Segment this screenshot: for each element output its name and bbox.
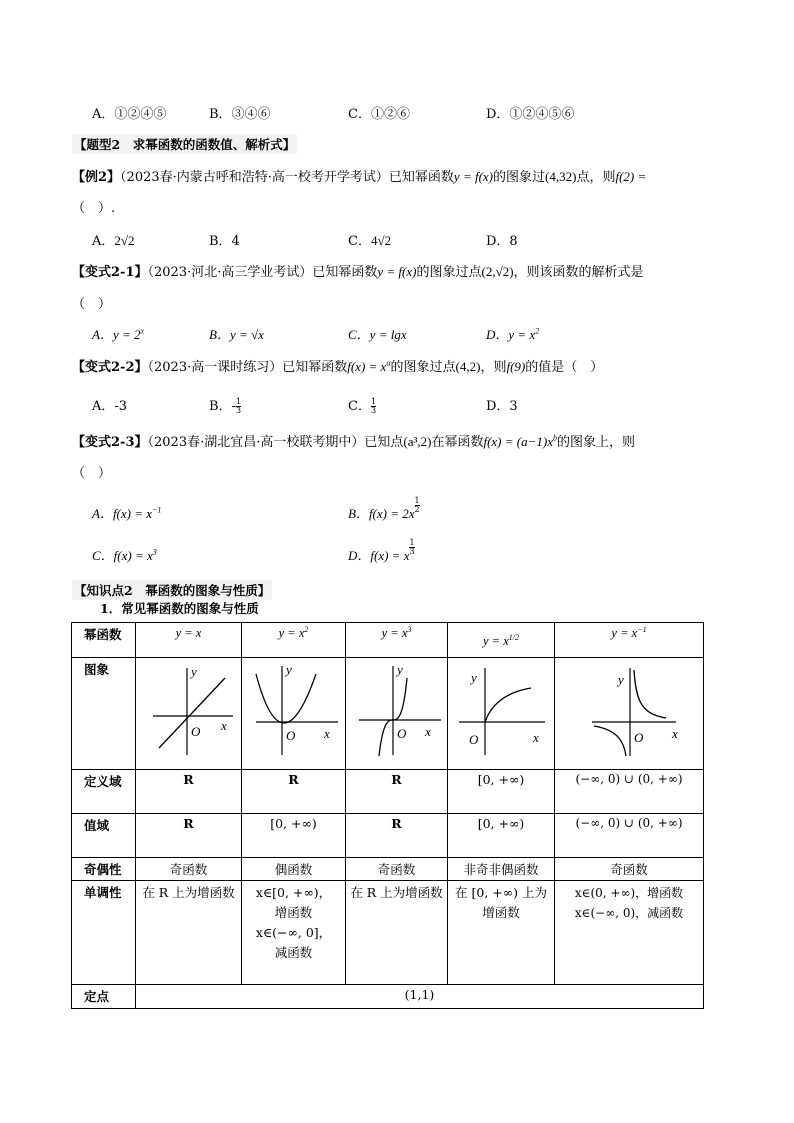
v22-question: f(9) bbox=[506, 359, 526, 374]
graph-cell bbox=[346, 658, 448, 770]
table-row bbox=[72, 881, 704, 985]
table-row bbox=[72, 658, 704, 770]
function-exp: −1 bbox=[637, 625, 647, 634]
v23-option-c bbox=[92, 545, 157, 564]
v22-option-b bbox=[209, 395, 241, 415]
row-header: 定义域 bbox=[72, 770, 136, 814]
ex2-opt-a-value: 2√2 bbox=[114, 233, 135, 248]
v22-opt-c-num: 1 bbox=[370, 397, 377, 406]
function-exp: 3 bbox=[407, 625, 412, 634]
domain-cell: (−∞, 0) ∪ (0, +∞) bbox=[555, 770, 704, 814]
mono-line: x∈[0, +∞)， bbox=[255, 885, 332, 900]
ex2-opt-c-value: 4√2 bbox=[370, 233, 392, 248]
v22-t3: ，则 bbox=[480, 360, 507, 375]
v21-opt-b-value: B．y = √x bbox=[209, 327, 264, 342]
domain-cell: R bbox=[136, 770, 242, 814]
domain-cell: R bbox=[346, 770, 448, 814]
v21-opt-a-base: A．y = 2 bbox=[92, 327, 141, 342]
v23-point: (a³,2) bbox=[403, 434, 432, 449]
v21-option-a bbox=[92, 324, 144, 343]
y-axis-label: y bbox=[190, 664, 197, 679]
knowledge-heading: 【知识点2 幂函数的图象与性质】 bbox=[72, 580, 272, 600]
fixed-point-cell: (1,1) bbox=[136, 985, 704, 1009]
v21-opt-d-base: D．y = x bbox=[486, 327, 536, 342]
v22-expr: f(x) = x bbox=[347, 359, 387, 374]
v23-exp: b bbox=[552, 433, 557, 443]
topic-heading: 【题型2 求幂函数的函数值、解析式】 bbox=[72, 134, 297, 154]
v23-option-b bbox=[348, 496, 420, 522]
mono-line: x∈(0, +∞)，增函数 bbox=[574, 886, 684, 900]
v21-option-b bbox=[209, 324, 264, 343]
graph-cell bbox=[242, 658, 346, 770]
v22-exp: α bbox=[386, 358, 391, 368]
v21-t3: ，则该函数的解析式是 bbox=[513, 265, 644, 280]
function-cell bbox=[242, 623, 346, 658]
v23-opt-d-den: 3 bbox=[409, 547, 415, 556]
ex2-t1: 已知幂函数 bbox=[388, 170, 454, 185]
v23-opt-d-base: D．f(x) = x bbox=[348, 548, 410, 563]
mono-line: 增函数 bbox=[274, 905, 313, 920]
function-cell bbox=[136, 623, 242, 658]
variant-2-2-text bbox=[72, 356, 603, 375]
v22-t1: 已知幂函数 bbox=[282, 360, 348, 375]
mono-cell bbox=[242, 881, 346, 985]
ex2-option-a bbox=[92, 230, 135, 249]
example-2-text bbox=[72, 166, 646, 185]
variant-source: （2023·河北·高三学业考试） bbox=[147, 265, 313, 280]
v23-expr: f(x) = (a−1)x bbox=[483, 434, 553, 449]
v22-opt-c-fraction bbox=[371, 398, 376, 415]
graph-y-equals-x-cubed bbox=[349, 660, 445, 760]
v23-opt-c-base: C．f(x) = x bbox=[92, 548, 153, 563]
example-tag: 【例2】 bbox=[72, 170, 121, 185]
range-cell: (−∞, 0) ∪ (0, +∞) bbox=[555, 814, 704, 858]
domain-cell: R bbox=[242, 770, 346, 814]
v21-opt-d-exp: 2 bbox=[535, 326, 540, 336]
variant-2-3-line2: （ ） bbox=[72, 466, 112, 481]
example-source: （2023春·内蒙古呼和浩特·高一校考开学考试） bbox=[120, 170, 389, 185]
graph-y-equals-sqrt-x bbox=[451, 660, 551, 760]
graph-y-equals-x-squared bbox=[246, 660, 342, 760]
v23-opt-c-exp: 3 bbox=[152, 547, 157, 557]
v22-opt-c-den: 3 bbox=[370, 406, 377, 415]
mono-line: x∈(−∞, 0]， bbox=[255, 925, 332, 940]
mono-line: x∈(−∞, 0)，减函数 bbox=[574, 906, 684, 920]
v22-point: (4,2) bbox=[455, 359, 481, 374]
row-header: 值域 bbox=[72, 814, 136, 858]
origin-label: O bbox=[469, 732, 479, 747]
v23-opt-b-base: B．f(x) = 2x bbox=[348, 506, 415, 521]
graph-cell bbox=[136, 658, 242, 770]
power-function-table bbox=[71, 622, 704, 1009]
function-exp: 2 bbox=[304, 625, 309, 634]
y-axis-label: y bbox=[618, 672, 624, 687]
ex2-t2: 的图象过 bbox=[493, 170, 546, 185]
range-cell: [0, +∞) bbox=[242, 814, 346, 858]
x-axis-label: x bbox=[533, 730, 539, 745]
range-cell: [0, +∞) bbox=[448, 814, 555, 858]
ex2-expr: y = f(x) bbox=[453, 169, 494, 184]
v22-opt-b-den: 3 bbox=[235, 406, 242, 415]
origin-label: O bbox=[634, 730, 644, 745]
domain-cell: [0, +∞) bbox=[448, 770, 555, 814]
function-exp: 1/2 bbox=[508, 633, 519, 642]
v23-t2: 在幂函数 bbox=[431, 435, 484, 450]
graph-y-equals-x bbox=[141, 660, 237, 760]
x-axis-label: x bbox=[220, 718, 227, 733]
y-axis-label: y bbox=[285, 662, 292, 677]
function-cell bbox=[346, 623, 448, 658]
range-cell: R bbox=[346, 814, 448, 858]
q1-option-b: B．③④⑥ bbox=[209, 107, 271, 122]
y-axis-label: y bbox=[397, 662, 403, 677]
range-cell: R bbox=[136, 814, 242, 858]
mono-cell bbox=[555, 881, 704, 985]
table-row bbox=[72, 985, 704, 1009]
table-row bbox=[72, 814, 704, 858]
v22-opt-b-num: 1 bbox=[235, 397, 242, 406]
function-label: y = x bbox=[611, 626, 638, 641]
function-cell bbox=[555, 623, 704, 658]
ex2-opt-c-label: C． bbox=[348, 234, 371, 249]
v21-opt-a-exp: x bbox=[140, 326, 145, 336]
q1-option-a: A．①②④⑤ bbox=[92, 107, 167, 122]
example-2-line2: （ ）. bbox=[72, 201, 116, 216]
parity-cell: 奇函数 bbox=[346, 858, 448, 881]
variant-source: （2023春·湖北宜昌·高一校联考期中） bbox=[147, 435, 365, 450]
q1-option-d: D．①②④⑤⑥ bbox=[486, 107, 575, 122]
v22-option-d: D．3 bbox=[486, 399, 518, 414]
x-axis-label: x bbox=[323, 726, 330, 741]
v21-option-d bbox=[486, 324, 539, 343]
v21-point: (2,√2) bbox=[481, 264, 514, 279]
v23-opt-a-base: A．f(x) = x bbox=[92, 506, 153, 521]
origin-label: O bbox=[285, 728, 295, 743]
v23-opt-b-num: 1 bbox=[414, 496, 420, 505]
v23-t1: 已知点 bbox=[364, 435, 404, 450]
v22-option-c bbox=[348, 395, 376, 415]
row-header: 幂函数 bbox=[72, 623, 136, 658]
row-header: 单调性 bbox=[72, 881, 136, 985]
x-axis-label: x bbox=[425, 724, 431, 739]
function-label: y = x bbox=[175, 626, 202, 640]
v23-opt-b-den: 2 bbox=[414, 505, 420, 514]
ex2-t3: 点，则 bbox=[576, 170, 616, 185]
table-row bbox=[72, 623, 704, 658]
v23-option-a bbox=[92, 503, 161, 522]
row-header: 图象 bbox=[72, 658, 136, 770]
v23-opt-d-fraction bbox=[409, 539, 414, 556]
v23-opt-b-fraction bbox=[415, 497, 420, 514]
v22-option-a: A．-3 bbox=[92, 399, 128, 414]
ex2-option-b: B．4 bbox=[209, 234, 240, 249]
variant-tag: 【变式2-2】 bbox=[72, 360, 148, 375]
mono-line: 减函数 bbox=[274, 945, 313, 960]
v22-t2: 的图象过点 bbox=[390, 360, 456, 375]
parity-cell: 偶函数 bbox=[242, 858, 346, 881]
v22-opt-c-label: C． bbox=[348, 399, 371, 414]
graph-cell bbox=[555, 658, 704, 770]
row-header: 定点 bbox=[72, 985, 136, 1009]
ex2-point: (4,32) bbox=[545, 169, 577, 184]
y-axis-label: y bbox=[471, 670, 477, 685]
v23-option-d bbox=[348, 538, 415, 564]
v23-opt-d-num: 1 bbox=[409, 538, 415, 547]
x-axis-label: x bbox=[672, 726, 678, 741]
ex2-option-c bbox=[348, 230, 391, 249]
function-cell bbox=[448, 623, 555, 658]
q1-option-c: C．①②⑥ bbox=[348, 107, 410, 122]
graph-y-equals-x-inverse bbox=[564, 660, 694, 760]
parity-cell: 非奇非偶函数 bbox=[448, 858, 555, 881]
v21-expr: y = f(x) bbox=[377, 264, 417, 279]
variant-2-3-text bbox=[72, 431, 635, 450]
mono-cell: 在 R 上为增函数 bbox=[136, 881, 242, 985]
table-row bbox=[72, 770, 704, 814]
subheading: 1．常见幂函数的图象与性质 bbox=[100, 601, 259, 616]
function-label: y = x bbox=[482, 634, 509, 649]
v22-opt-b-fraction bbox=[236, 398, 241, 415]
v22-opt-b-label: B．- bbox=[209, 399, 236, 414]
v21-opt-c-value: C．y = lgx bbox=[348, 327, 407, 342]
variant-tag: 【变式2-3】 bbox=[72, 435, 148, 450]
function-label: y = x bbox=[381, 626, 408, 641]
v21-t1: 已知幂函数 bbox=[312, 265, 378, 280]
origin-label: O bbox=[190, 724, 200, 739]
row-header: 奇偶性 bbox=[72, 858, 136, 881]
graph-cell bbox=[448, 658, 555, 770]
mono-cell: 在 [0, +∞) 上为增函数 bbox=[448, 881, 555, 985]
function-label: y = x bbox=[278, 626, 305, 641]
variant-source: （2023·高一课时练习） bbox=[147, 360, 283, 375]
variant-2-1-text bbox=[72, 261, 644, 280]
v23-opt-a-exp: −1 bbox=[152, 505, 162, 515]
variant-2-1-line2: （ ） bbox=[72, 297, 112, 312]
mono-cell: 在 R 上为增函数 bbox=[346, 881, 448, 985]
v21-t2: 的图象过点 bbox=[416, 265, 482, 280]
ex2-option-d: D．8 bbox=[486, 234, 518, 249]
v22-t4: 的值是（ ） bbox=[525, 360, 604, 375]
table-row bbox=[72, 858, 704, 881]
ex2-question: f(2) = bbox=[615, 169, 647, 184]
origin-label: O bbox=[397, 726, 407, 741]
variant-tag: 【变式2-1】 bbox=[72, 265, 148, 280]
v23-t3: 的图象上，则 bbox=[556, 435, 635, 450]
v21-option-c bbox=[348, 324, 407, 343]
parity-cell: 奇函数 bbox=[136, 858, 242, 881]
parity-cell: 奇函数 bbox=[555, 858, 704, 881]
ex2-opt-a-label: A． bbox=[92, 234, 115, 249]
